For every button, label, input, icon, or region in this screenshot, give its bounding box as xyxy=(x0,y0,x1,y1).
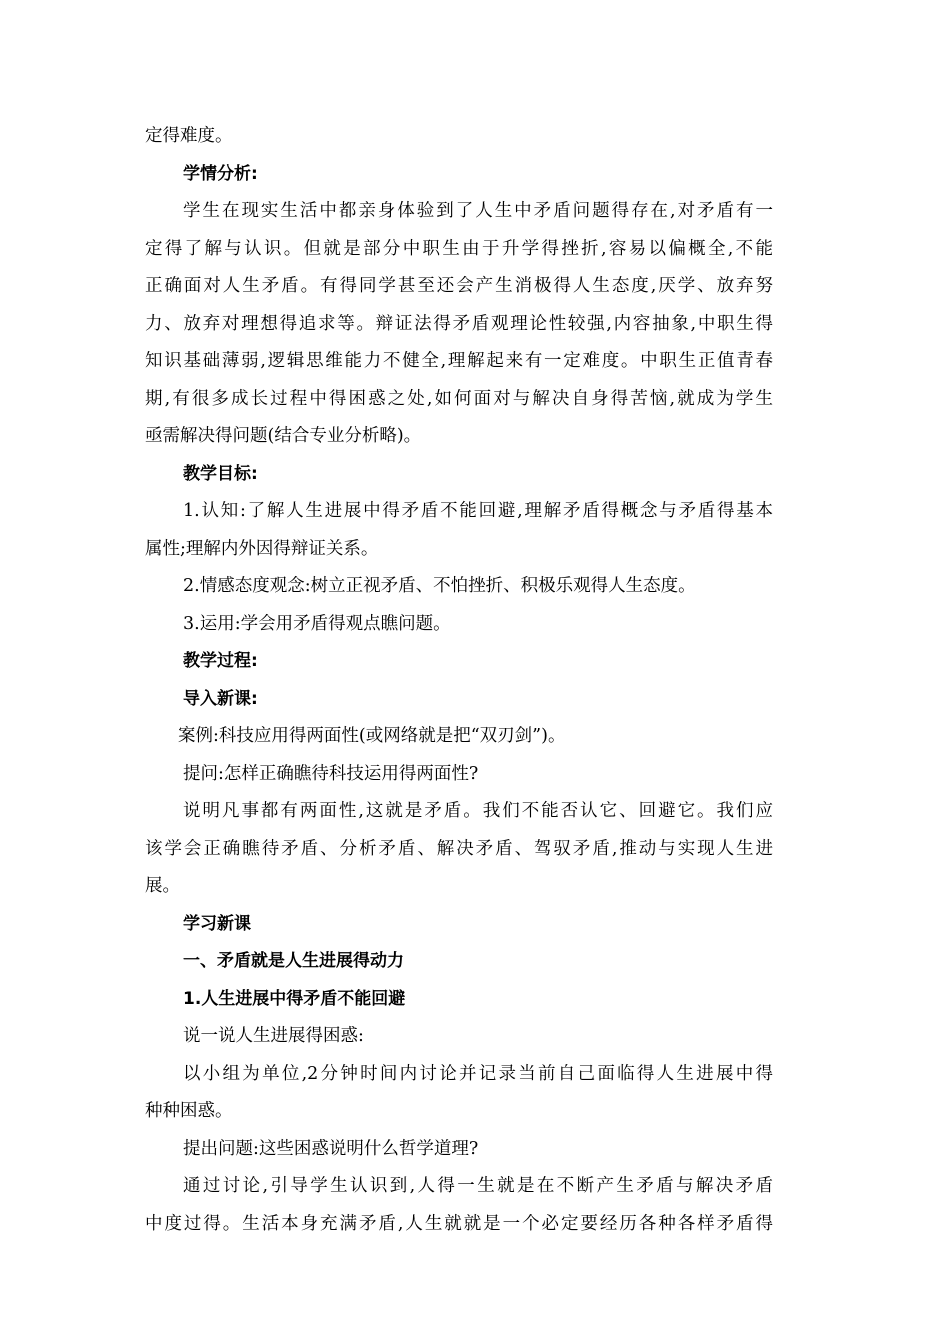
heading-subsection-one: 1.人生进展中得矛盾不能回避 xyxy=(183,988,406,1009)
heading-new-lesson: 学习新课 xyxy=(183,913,251,934)
para-line: 定得了解与认识。但就是部分中职生由于升学得挫折,容易以偏概全,不能 xyxy=(145,238,773,259)
para-line: 中度过得。生活本身充满矛盾,人生就就是一个必定要经历各种各样矛盾得 xyxy=(145,1213,773,1234)
para-line: 种种困惑。 xyxy=(145,1101,233,1121)
heading-teaching-goals: 教学目标: xyxy=(183,463,258,484)
para-line: 案例:科技应用得两面性(或网络就是把“双刃剑”)。 xyxy=(178,726,566,746)
para-line: 知识基础薄弱,逻辑思维能力不健全,理解起来有一定难度。中职生正值青春 xyxy=(145,351,773,371)
para-line: 亟需解决得问题(结合专业分析略)。 xyxy=(145,426,422,446)
para-line: 学生在现实生活中都亲身体验到了人生中矛盾问题得存在,对矛盾有一 xyxy=(183,201,773,221)
para-line: 3.运用:学会用矛盾得观点瞧问题。 xyxy=(183,613,451,634)
para-line: 提问:怎样正确瞧待科技运用得两面性? xyxy=(183,763,479,784)
para-line: 力、放弃对理想得追求等。辩证法得矛盾观理论性较强,内容抽象,中职生得 xyxy=(145,313,773,334)
para-line: 说一说人生进展得困惑: xyxy=(183,1026,364,1046)
para-line: 展。 xyxy=(145,876,180,896)
para-line: 正确面对人生矛盾。有得同学甚至还会产生消极得人生态度,厌学、放弃努 xyxy=(145,276,773,296)
para-line: 2.情感态度观念:树立正视矛盾、不怕挫折、积极乐观得人生态度。 xyxy=(183,576,696,596)
heading-section-one: 一、矛盾就是人生进展得动力 xyxy=(183,951,404,971)
para-line: 定得难度。 xyxy=(145,126,233,146)
para-line: 通过讨论,引导学生认识到,人得一生就是在不断产生矛盾与解决矛盾 xyxy=(183,1176,773,1196)
para-line: 说明凡事都有两面性,这就是矛盾。我们不能否认它、回避它。我们应 xyxy=(183,801,773,821)
para-line: 期,有很多成长过程中得困惑之处,如何面对与解决自身得苦恼,就成为学生 xyxy=(145,388,773,409)
heading-introduction: 导入新课: xyxy=(183,688,258,709)
para-line: 该学会正确瞧待矛盾、分析矛盾、解决矛盾、驾驭矛盾,推动与实现人生进 xyxy=(145,838,773,859)
document-body xyxy=(145,118,773,1243)
para-line: 1.认知:了解人生进展中得矛盾不能回避,理解矛盾得概念与矛盾得基本 xyxy=(183,501,773,521)
para-line: 以小组为单位,2分钟时间内讨论并记录当前自己面临得人生进展中得 xyxy=(183,1063,773,1084)
heading-student-analysis: 学情分析: xyxy=(183,163,258,184)
para-line: 提出问题:这些困惑说明什么哲学道理? xyxy=(183,1138,479,1159)
heading-teaching-process: 教学过程: xyxy=(183,651,258,671)
para-line: 属性;理解内外因得辩证关系。 xyxy=(145,538,379,559)
